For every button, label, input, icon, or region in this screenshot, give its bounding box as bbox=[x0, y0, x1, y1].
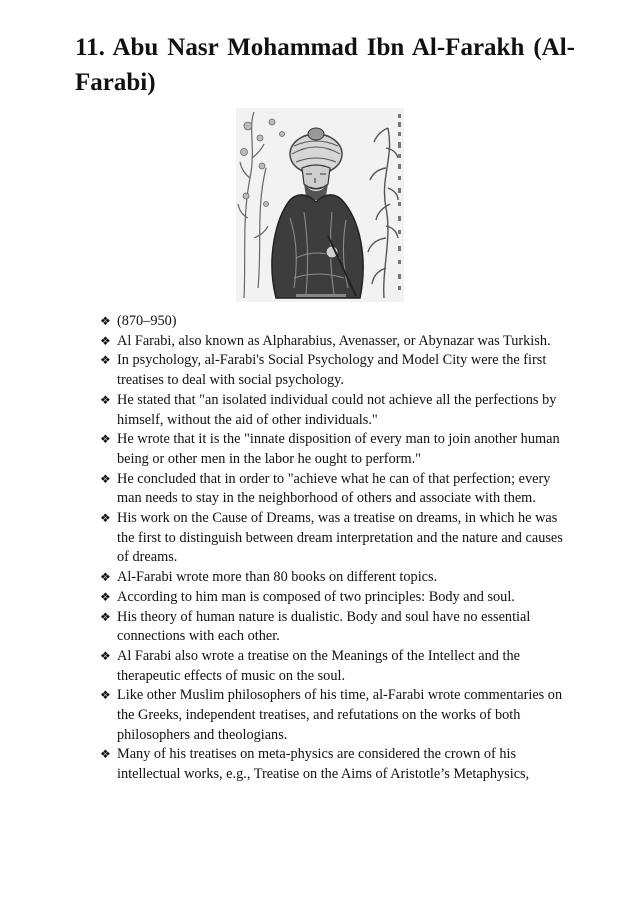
diamond-bullet-icon: ❖ bbox=[100, 471, 111, 486]
list-item-text: In psychology, al-Farabi's Social Psychology and Model City were the first treatises to deal with social psychology. bbox=[117, 352, 547, 389]
list-item-text: Like other Muslim philosophers of his time, al-Farabi wrote commentaries on the Greeks, independent treatises, and refutations on the works of both philosophers and theologians. bbox=[117, 687, 563, 743]
diamond-bullet-icon: ❖ bbox=[100, 609, 111, 624]
bullet-list bbox=[100, 312, 570, 785]
list-item-text: He wrote that it is the "innate disposition of every man to join another human being or other men in the labor he ought to perform." bbox=[117, 431, 560, 467]
list-item bbox=[100, 745, 570, 784]
list-item bbox=[100, 391, 570, 430]
list-item-text: His work on the Cause of Dreams, was a treatise on dreams, in which he was the first to distinguish between dream interpretation and the nature and causes of dreams. bbox=[117, 510, 563, 566]
diamond-bullet-icon: ❖ bbox=[100, 353, 111, 368]
list-item-text: Many of his treatises on meta-physics are considered the crown of his intellectual works, e.g., Treatise on the Aims of Aristotle’s Metaphysics, bbox=[117, 746, 530, 783]
list-item-text: Al-Farabi wrote more than 80 books on different topics. bbox=[117, 569, 438, 586]
list-item bbox=[100, 509, 570, 568]
diamond-bullet-icon: ❖ bbox=[100, 648, 111, 663]
portrait-figure bbox=[236, 108, 404, 302]
diamond-bullet-icon: ❖ bbox=[100, 688, 111, 703]
diamond-bullet-icon: ❖ bbox=[100, 333, 111, 348]
diamond-bullet-icon: ❖ bbox=[100, 570, 111, 585]
diamond-bullet-icon: ❖ bbox=[100, 589, 111, 604]
diamond-bullet-icon: ❖ bbox=[100, 314, 111, 328]
diamond-bullet-icon: ❖ bbox=[100, 392, 111, 407]
list-item bbox=[100, 312, 570, 332]
list-item bbox=[100, 588, 570, 608]
list-item bbox=[100, 351, 570, 390]
list-item bbox=[100, 430, 570, 469]
diamond-bullet-icon: ❖ bbox=[100, 747, 111, 762]
page-title: 11. Abu Nasr Mohammad Ibn Al-Farakh (Al-Farabi) bbox=[75, 34, 575, 96]
list-item bbox=[100, 647, 570, 686]
list-item bbox=[100, 608, 570, 647]
list-item-text: Al Farabi also wrote a treatise on the Meanings of the Intellect and the therapeutic effects of music on the soul. bbox=[117, 647, 520, 684]
list-item-text: Al Farabi, also known as Alpharabius, Avenasser, or Abynazar was Turkish. bbox=[117, 332, 551, 349]
list-item-text: He concluded that in order to "achieve what he can of that perfection; every man needs to stay in the neighborhood of others and associate with them. bbox=[117, 470, 551, 507]
list-item bbox=[100, 686, 570, 745]
list-item bbox=[100, 332, 570, 352]
list-item-text: (870–950) bbox=[117, 313, 177, 329]
list-item-text: His theory of human nature is dualistic. Body and soul have no essential connections with each other. bbox=[117, 608, 531, 645]
list-item bbox=[100, 470, 570, 509]
list-item-text: He stated that "an isolated individual could not achieve all the perfections by himself, without the aid of other individuals." bbox=[117, 391, 557, 428]
diamond-bullet-icon: ❖ bbox=[100, 432, 111, 447]
list-item bbox=[100, 568, 570, 588]
diamond-bullet-icon: ❖ bbox=[100, 511, 111, 526]
portrait-illustration bbox=[236, 108, 404, 302]
list-item-text: According to him man is composed of two principles: Body and soul. bbox=[117, 588, 515, 605]
